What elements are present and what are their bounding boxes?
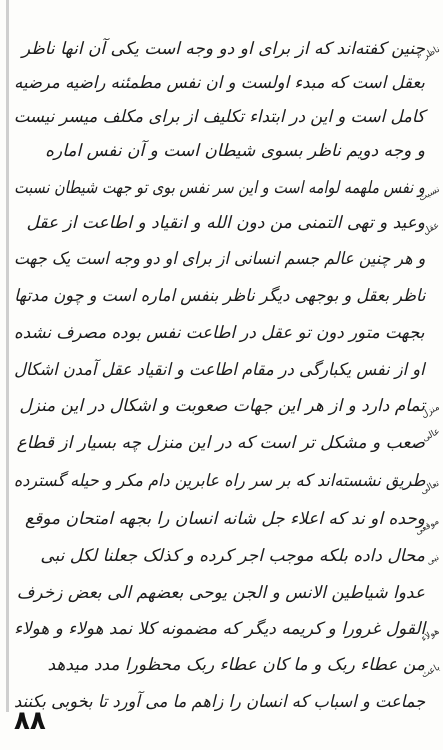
margin-note: منزل [419, 402, 442, 421]
margin-note: عقل [421, 220, 442, 238]
text-line: محال داده بلکه موجب اجر کرده و کذلک جعلنا لکل نبی [40, 546, 425, 566]
margin-note: تعالی [419, 478, 442, 497]
margin-note: هولاء [420, 626, 442, 645]
text-line: ناظر بعقل و بوجهی دیگر ناظر بنفس اماره است و چون مدتها [13, 286, 425, 306]
text-line: تمام دارد و از هر این جهات صعوبت و اشکال در این منزل [19, 396, 425, 416]
page-number: ۸۸ [14, 706, 46, 736]
margin-note: نبی [425, 552, 442, 568]
text-line: القول غرورا و کریمه دیگر که مضمونه کلا نمد هولاء و هولاء [13, 619, 425, 639]
margin-note: موقعی [414, 516, 442, 538]
text-line: وحده او ند که اعلاء جل شانه انسان را بجهه امتحان موقع [25, 509, 425, 529]
margin-note: باعث [419, 662, 442, 681]
text-line: صعب و مشکل تر است که در این منزل چه بسیار از قطاع [16, 433, 425, 453]
margin-note: ناظر [421, 44, 442, 62]
text-line: و هر چنین عالم جسم انسانی از برای او دو وجه است یک جهت [13, 249, 425, 269]
text-line: بجهت متور دون تو عقل در اطاعت نفس بوده مصرف نشده [14, 323, 425, 343]
page-edge-shadow [6, 0, 9, 712]
text-line: کامل است و این در ابتداء تکلیف از برای مکلف میسر نیست [14, 107, 425, 127]
text-line: عدوا شیاطین الانس و الجن یوحی بعضهم الی بعض زخرف [16, 583, 425, 603]
text-line: طریق نشسته‌اند که بر سر راه عابرین دام مکر و حیله گسترده [13, 471, 425, 491]
text-line: وعید و تهی التمنی من دون الله و انقیاد و اطاعت از عقل [26, 213, 425, 233]
text-line: بعقل است که مبدء اولست و ان نفس مطمئنه راضیه مرضیه [14, 73, 425, 93]
text-line: و وجه دویم ناظر بسوی شیطان است و آن نفس اماره [45, 141, 425, 161]
text-line: من عطاء ربک و ما کان عطاء ربک محظورا مدد میدهد [47, 655, 425, 675]
margin-note: عالی [420, 426, 442, 445]
text-line: او از نفس یکبارگی در مقام اطاعت و انقیاد عقل آمدن اشکال [14, 360, 425, 380]
margin-note: نسبت [417, 184, 442, 204]
text-line: جماعت و اسباب که انسان را زاهم ما می آورد تا بخوبی بکنند [13, 692, 425, 712]
text-line: چنین کفته‌اند که از برای او دو وجه است یکی آن انها ناظر [21, 39, 425, 59]
text-line: و نفس ملهمه لوامه است و این سر نفس بوی تو جهت شیطان نسبت [14, 178, 425, 198]
